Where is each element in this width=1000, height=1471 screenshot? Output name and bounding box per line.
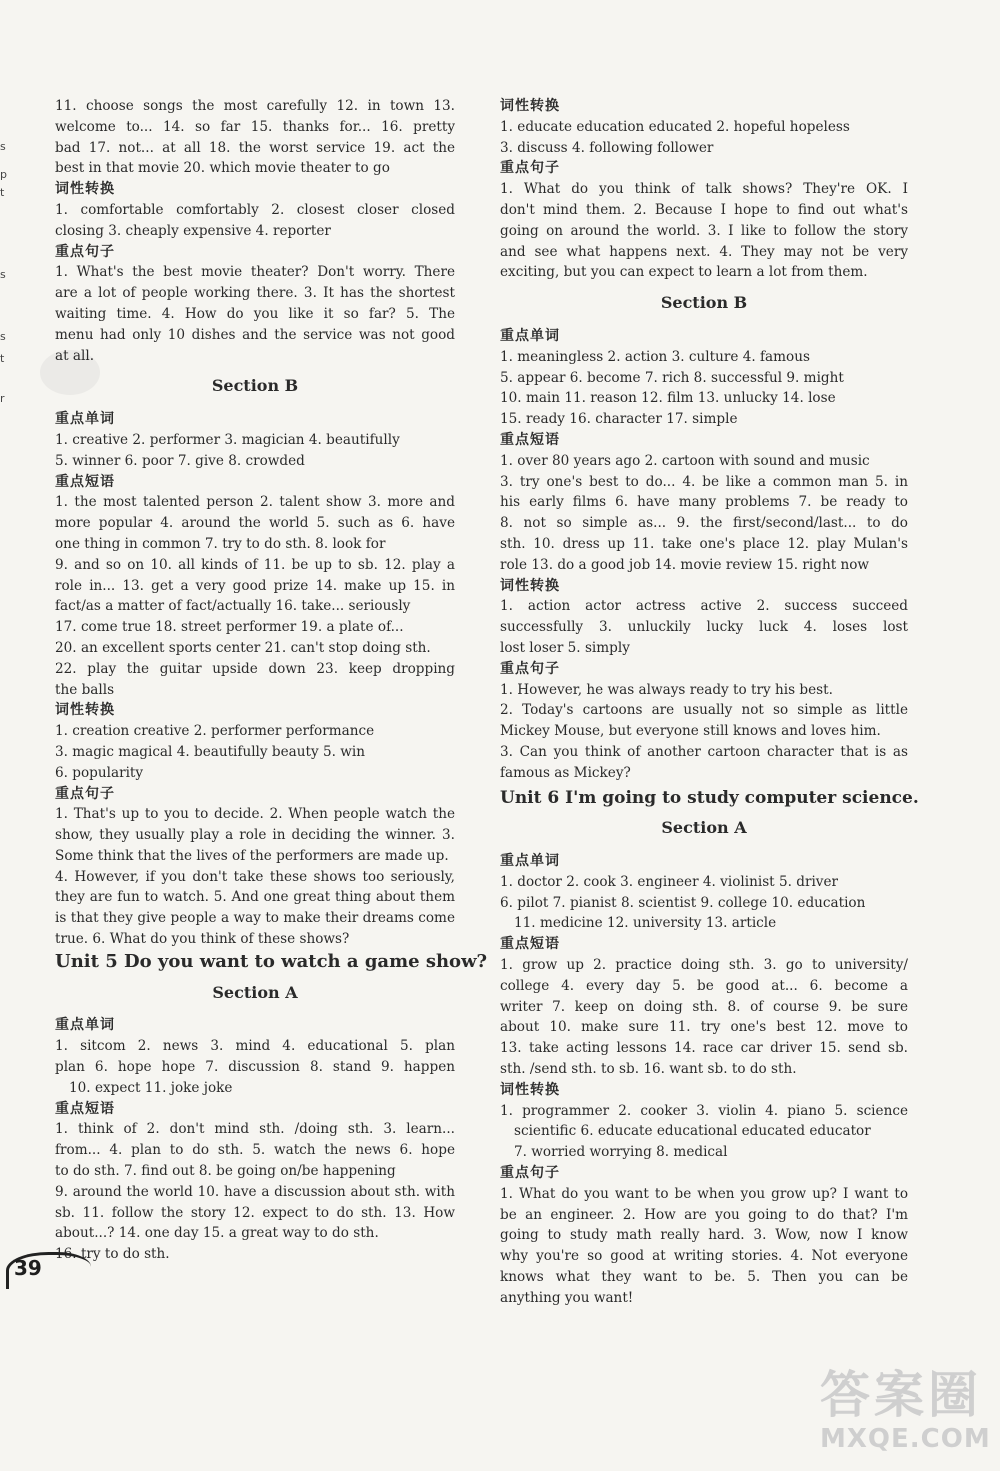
text-line: 4. However, if you don't take these shows too seriously, <box>55 868 455 885</box>
text-line: Mickey Mouse, but everyone still knows and loves him. <box>500 723 881 740</box>
text-line: bad 17. not... at all 18. the worst service 19. act the <box>55 139 455 156</box>
label-word-forms: 词性转换 <box>55 181 115 198</box>
text-line: about 10. make sure 11. try one's best 12. move to <box>500 1019 908 1036</box>
right-column <box>500 96 919 1309</box>
text-line: don't mind them. 2. Because I hope to find out what's <box>500 201 908 218</box>
watermark-logo <box>820 1366 991 1454</box>
label-key-words: 重点单词 <box>55 411 115 428</box>
text-line: 22. play the guitar upside down 23. keep dropping <box>55 660 455 677</box>
text-line: waiting time. 4. How do you like it so far? 5. The <box>55 305 455 322</box>
text-line: why you're so good at writing stories. 4. Not everyone <box>500 1248 908 1265</box>
page-number: 39 <box>14 1256 42 1280</box>
text-line: 1. action actor actress active 2. success succeed <box>500 598 908 615</box>
text-line: 2. Today's cartoons are usually not so simple as little <box>500 702 908 719</box>
text-line: 1. doctor 2. cook 3. engineer 4. violinist 5. driver <box>500 873 839 890</box>
label-key-words: 重点单词 <box>55 1017 115 1034</box>
text-line: 1. meaningless 2. action 3. culture 4. famous <box>500 348 810 365</box>
text-line: Some think that the lives of the performers are made up. <box>55 847 449 864</box>
text-line: 1. comfortable comfortably 2. closest closer closed <box>55 201 455 218</box>
label-word-forms: 词性转换 <box>500 577 560 594</box>
text-line: 1. educate education educated 2. hopeful hopeless <box>500 118 850 135</box>
label-key-phrases: 重点短语 <box>55 473 115 490</box>
label-key-sentences: 重点句子 <box>55 243 115 260</box>
text-line: 1. What do you think of talk shows? They're OK. I <box>500 181 908 198</box>
text-line: sb. 11. follow the story 12. expect to do sth. 13. How <box>55 1204 455 1221</box>
unit4-section-a-tail <box>55 96 455 179</box>
text-line: and see what happens next. 4. They may not be very <box>500 243 908 260</box>
label-key-sentences: 重点句子 <box>500 660 560 677</box>
label-key-words: 重点单词 <box>500 327 560 344</box>
text-line: 8. not so simple as... 9. the first/second/last... to do <box>500 515 908 532</box>
text-line: welcome to... 14. so far 15. thanks for... 16. pretty <box>55 118 455 135</box>
text-line: 1. What do you want to be when you grow up? I want to <box>500 1185 908 1202</box>
text-line: more popular 4. around the world 5. such as 6. have <box>55 515 455 532</box>
text-line: 1. However, he was always ready to try his best. <box>500 681 833 698</box>
section-heading: Section A <box>661 818 747 838</box>
text-line: closing 3. cheaply expensive 4. reporter <box>55 222 331 239</box>
text-line: scientific 6. educate educational educated educator <box>514 1123 871 1140</box>
text-line: fact/as a matter of fact/actually 16. take... seriously <box>55 598 411 615</box>
label-key-phrases: 重点短语 <box>500 936 560 953</box>
text-line: 1. grow up 2. practice doing sth. 3. go to university/ <box>500 957 908 974</box>
label-key-sentences: 重点句子 <box>500 1165 560 1182</box>
text-line: at all. <box>55 347 95 364</box>
text-line: show, they usually play a role in deciding the winner. 3. <box>55 827 455 844</box>
text-line: 3. magic magical 4. beautifully beauty 5. win <box>55 743 365 760</box>
text-line: menu had only 10 dishes and the service was not good <box>55 326 455 343</box>
text-line: 1. What's the best movie theater? Don't worry. There <box>55 264 455 281</box>
text-line: exciting, but you can expect to learn a lot from them. <box>500 264 868 281</box>
text-line: his early films 6. have many problems 7. be ready to <box>500 494 908 511</box>
margin-scan-mark: s <box>0 140 6 153</box>
text-line: 1. programmer 2. cooker 3. violin 4. piano 5. science <box>500 1102 908 1119</box>
text-line: successfully 3. unluckily lucky luck 4. loses lost <box>500 619 908 636</box>
text-line: about...? 14. one day 15. a great way to do sth. <box>55 1225 379 1242</box>
text-line: 15. ready 16. character 17. simple <box>500 411 738 428</box>
text-line: 1. creation creative 2. performer performance <box>55 723 375 740</box>
text-line: they are fun to watch. 5. And one great thing about them <box>55 889 455 906</box>
text-line: one thing in common 7. try to do sth. 8. look for <box>55 535 386 552</box>
text-line: 5. appear 6. become 7. rich 8. successful 9. might <box>500 369 844 386</box>
text-line: are a lot of people working there. 3. It has the shortest <box>55 285 455 302</box>
label-word-forms: 词性转换 <box>500 1081 560 1098</box>
text-line: anything you want! <box>500 1289 634 1306</box>
text-line: going on around the world. 3. I like to follow the story <box>500 222 908 239</box>
text-line: best in that movie 20. which movie theater to go <box>55 160 390 177</box>
text-line: writer 7. keep on doing sth. 8. of course 9. be sure <box>500 998 908 1015</box>
text-line: 7. worried worrying 8. medical <box>514 1144 728 1161</box>
label-key-words: 重点单词 <box>500 853 560 870</box>
text-line: 1. think of 2. don't mind sth. /doing sth. 3. learn... <box>55 1121 455 1138</box>
text-line: 1. the most talented person 2. talent show 3. more and <box>55 494 455 511</box>
text-line: 5. winner 6. poor 7. give 8. crowded <box>55 452 305 469</box>
margin-scan-mark: s <box>0 268 6 281</box>
text-line: 1. That's up to you to decide. 2. When people watch the <box>55 806 455 823</box>
text-line: 3. Can you think of another cartoon character that is as <box>500 743 908 760</box>
text-line: true. 6. What do you think of these shows? <box>55 931 350 948</box>
section-heading: Section A <box>212 982 298 1002</box>
text-line: college 4. every day 5. be good at... 6. become a <box>500 977 908 994</box>
text-line: famous as Mickey? <box>500 764 631 781</box>
text-line: be an engineer. 2. How are you going to do that? I'm <box>500 1206 908 1223</box>
text-line: sth. /send sth. to sb. 16. want sb. to do sth. <box>500 1061 797 1078</box>
text-line: knows what they want to be. 5. Then you can be <box>500 1269 908 1286</box>
unit-5-title: Unit 5 Do you want to watch a game show? <box>55 950 488 972</box>
text-line: 1. over 80 years ago 2. cartoon with sound and music <box>500 452 870 469</box>
text-line: 3. try one's best to do... 4. be like a common man 5. in <box>500 473 908 490</box>
label-key-sentences: 重点句子 <box>500 160 560 177</box>
text-line: 6. popularity <box>55 764 144 781</box>
margin-scan-mark: r <box>0 392 5 405</box>
label-word-forms: 词性转换 <box>55 702 115 719</box>
text-line: 16. try to do sth. <box>55 1246 170 1263</box>
section-heading: Section B <box>211 376 299 396</box>
label-key-phrases: 重点短语 <box>500 431 560 448</box>
text-line: 9. around the world 10. have a discussion about sth. with <box>55 1183 455 1200</box>
text-line: lost loser 5. simply <box>500 639 630 656</box>
text-line: is that they give people a way to make their dreams come <box>55 910 455 927</box>
text-line: 10. main 11. reason 12. film 13. unlucky 14. lose <box>500 390 836 407</box>
text-line: 6. pilot 7. pianist 8. scientist 9. college 10. education <box>500 894 866 911</box>
margin-scan-mark: s <box>0 330 6 343</box>
text-line: 11. choose songs the most carefully 12. in town 13. <box>55 98 455 114</box>
section-heading: Section B <box>660 293 748 313</box>
text-line: 13. take acting lessons 14. race car driver 15. send sb. <box>500 1040 908 1057</box>
text-line: role in... 13. get a very good prize 14. make up 15. in <box>55 577 455 594</box>
text-line: 20. an excellent sports center 21. can't stop doing sth. <box>55 639 431 656</box>
text-line: 11. medicine 12. university 13. article <box>514 915 777 932</box>
label-key-phrases: 重点短语 <box>55 1100 115 1117</box>
margin-scan-mark: t <box>0 352 5 365</box>
text-line: plan 6. hope hope 7. discussion 8. stand 9. happen <box>55 1059 455 1076</box>
text-line: going to study math really hard. 3. Wow, now I know <box>500 1227 908 1244</box>
watermark-brand: 答案圈 <box>820 1366 982 1424</box>
text-line: from... 4. plan to do sth. 5. watch the news 6. hope <box>55 1142 455 1159</box>
watermark-url: MXQE.COM <box>820 1424 991 1454</box>
label-word-forms: 词性转换 <box>500 98 560 114</box>
margin-scan-mark: p <box>0 168 7 181</box>
label-key-sentences: 重点句子 <box>55 785 115 802</box>
text-line: sth. 10. dress up 11. take one's place 12. play Mulan's <box>500 535 908 552</box>
text-line: 9. and so on 10. all kinds of 11. be up to sb. 12. play a <box>55 556 455 573</box>
text-line: 1. sitcom 2. news 3. mind 4. educational 5. plan <box>55 1038 455 1055</box>
text-line: 17. come true 18. street performer 19. a plate of... <box>55 619 404 636</box>
unit-6-title: Unit 6 I'm going to study computer science. <box>500 787 919 808</box>
text-line: 10. expect 11. joke joke <box>69 1079 233 1096</box>
margin-scan-mark: t <box>0 186 5 199</box>
text-line: 1. creative 2. performer 3. magician 4. beautifully <box>55 431 400 448</box>
left-column <box>55 96 488 1265</box>
text-line: the balls <box>55 681 115 698</box>
text-line: 3. discuss 4. following follower <box>500 139 714 156</box>
text-line: role 13. do a good job 14. movie review 15. right now <box>500 556 870 573</box>
text-line: to do sth. 7. find out 8. be going on/be happening <box>55 1163 396 1180</box>
